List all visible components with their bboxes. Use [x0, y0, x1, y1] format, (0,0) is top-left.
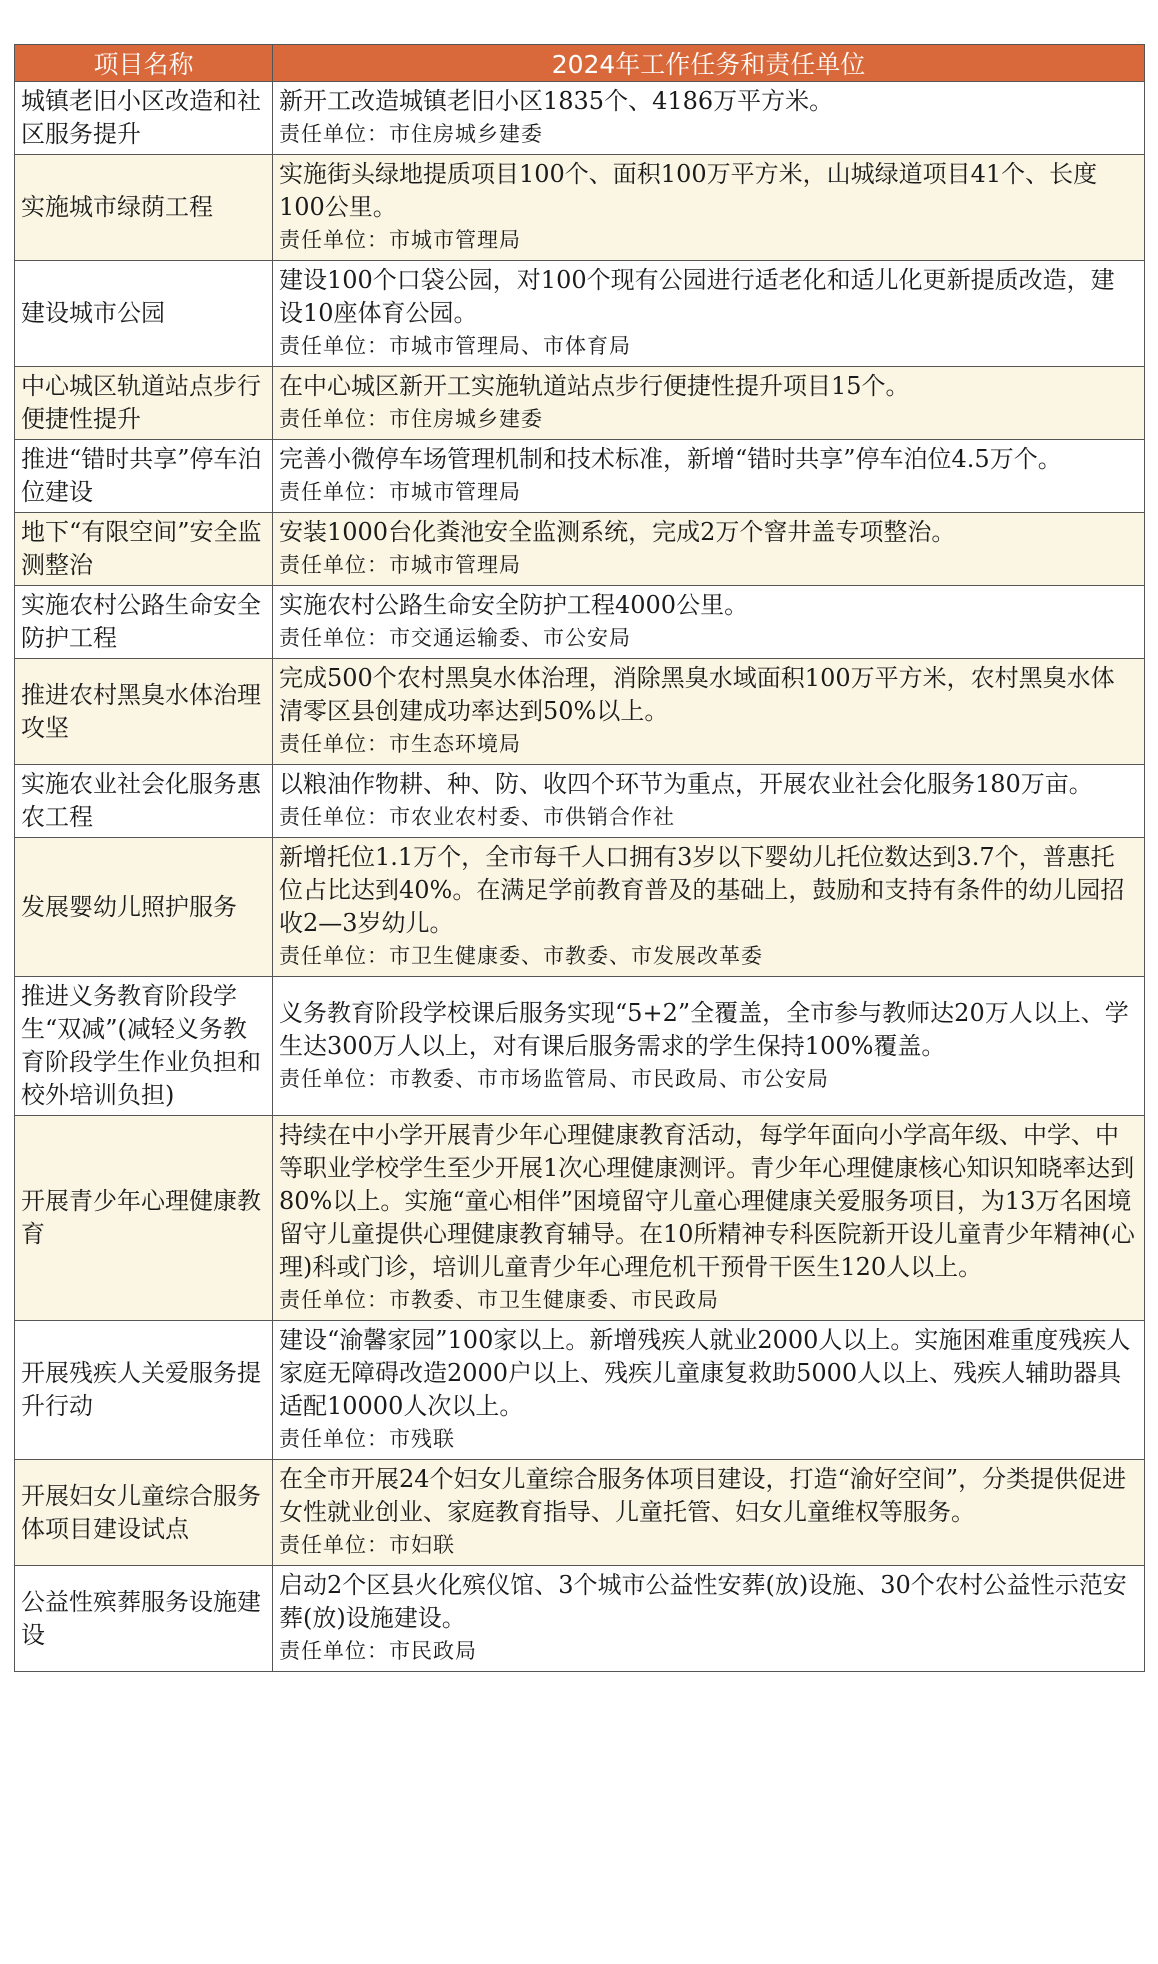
task-text: 持续在中小学开展青少年心理健康教育活动，每学年面向小学高年级、中学、中等职业学校学生至少开展1次心理健康测评。青少年心理健康核心知识知晓率达到80%以上。实施“童心相伴”困境留守儿童心理健康关爱服务项目，为13万名困境留守儿童提供心理健康教育辅导。在10所精神专科医院新开设儿童青少年精神(心理)科或门诊，培训儿童青少年心理危机干预骨干医生120人以上。: [279, 1121, 1135, 1281]
project-name-cell: 实施农村公路生命安全防护工程: [15, 586, 273, 659]
task-cell: [273, 1321, 1145, 1460]
task-cell: [273, 765, 1145, 838]
task-text: 建设100个口袋公园，对100个现有公园进行适老化和适儿化更新提质改造，建设10座体育公园。: [279, 266, 1115, 327]
table-row: [15, 1566, 1145, 1672]
project-name-cell: 发展婴幼儿照护服务: [15, 838, 273, 977]
header-task-and-unit: 2024年工作任务和责任单位: [273, 45, 1145, 82]
task-text: 启动2个区县火化殡仪馆、3个城市公益性安葬(放)设施、30个农村公益性示范安葬(放)设施建设。: [279, 1571, 1127, 1632]
task-cell: [273, 1116, 1145, 1321]
responsible-unit: 责任单位：市城市管理局、市体育局: [279, 334, 631, 358]
table-row: [15, 513, 1145, 586]
project-name-cell: 推进义务教育阶段学生“双减”(减轻义务教育阶段学生作业负担和校外培训负担): [15, 977, 273, 1116]
task-text: 在全市开展24个妇女儿童综合服务体项目建设，打造“渝好空间”，分类提供促进女性就业创业、家庭教育指导、儿童托管、妇女儿童维权等服务。: [279, 1465, 1127, 1526]
table-row: [15, 1116, 1145, 1321]
table-row: [15, 82, 1145, 155]
project-name-cell: 推进“错时共享”停车泊位建设: [15, 440, 273, 513]
responsible-unit: 责任单位：市生态环境局: [279, 732, 521, 756]
project-name-cell: 中心城区轨道站点步行便捷性提升: [15, 367, 273, 440]
task-text: 义务教育阶段学校课后服务实现“5+2”全覆盖，全市参与教师达20万人以上、学生达300万人以上，对有课后服务需求的学生保持100%覆盖。: [279, 998, 1129, 1060]
project-name-cell: 建设城市公园: [15, 261, 273, 367]
task-cell: [273, 261, 1145, 367]
task-cell: [273, 1566, 1145, 1672]
responsible-unit: 责任单位：市教委、市市场监管局、市民政局、市公安局: [279, 1066, 829, 1091]
task-table-container: [14, 44, 1144, 1672]
project-name-cell: 实施农业社会化服务惠农工程: [15, 765, 273, 838]
task-text: 安装1000台化粪池安全监测系统，完成2万个窨井盖专项整治。: [279, 518, 956, 546]
task-text: 实施农村公路生命安全防护工程4000公里。: [279, 591, 749, 619]
task-cell: [273, 440, 1145, 513]
table-row: [15, 838, 1145, 977]
table-row: [15, 440, 1145, 513]
responsible-unit: 责任单位：市民政局: [279, 1639, 477, 1663]
table-row: [15, 155, 1145, 261]
task-text: 实施街头绿地提质项目100个、面积100万平方米，山城绿道项目41个、长度100公里。: [279, 160, 1098, 221]
task-cell: [273, 82, 1145, 155]
task-table: [14, 44, 1145, 1672]
task-text: 新增托位1.1万个，全市每千人口拥有3岁以下婴幼儿托位数达到3.7个，普惠托位占比达到40%。在满足学前教育普及的基础上，鼓励和支持有条件的幼儿园招收2—3岁幼儿。: [279, 843, 1125, 937]
task-cell: [273, 367, 1145, 440]
task-cell: [273, 659, 1145, 765]
project-name-cell: 开展青少年心理健康教育: [15, 1116, 273, 1321]
project-name-cell: 公益性殡葬服务设施建设: [15, 1566, 273, 1672]
project-name-cell: 地下“有限空间”安全监测整治: [15, 513, 273, 586]
table-row: [15, 586, 1145, 659]
project-name-cell: 实施城市绿荫工程: [15, 155, 273, 261]
header-project-name: 项目名称: [15, 45, 273, 82]
task-cell: [273, 1460, 1145, 1566]
table-row: [15, 1321, 1145, 1460]
project-name-cell: 开展残疾人关爱服务提升行动: [15, 1321, 273, 1460]
task-cell: [273, 838, 1145, 977]
responsible-unit: 责任单位：市住房城乡建委: [279, 407, 543, 431]
task-cell: [273, 513, 1145, 586]
responsible-unit: 责任单位：市教委、市卫生健康委、市民政局: [279, 1288, 719, 1312]
task-text: 完善小微停车场管理机制和技术标准，新增“错时共享”停车泊位4.5万个。: [279, 445, 1062, 473]
task-text: 新开工改造城镇老旧小区1835个、4186万平方米。: [279, 87, 834, 115]
table-body: [15, 82, 1145, 1672]
task-text: 建设“渝馨家园”100家以上。新增残疾人就业2000人以上。实施困难重度残疾人家庭无障碍改造2000户以上、残疾儿童康复救助5000人以上、残疾人辅助器具适配10000人次以上。: [279, 1326, 1131, 1420]
responsible-unit: 责任单位：市妇联: [279, 1533, 455, 1557]
table-row: [15, 977, 1145, 1116]
task-cell: [273, 586, 1145, 659]
responsible-unit: 责任单位：市残联: [279, 1427, 455, 1451]
project-name-cell: 推进农村黑臭水体治理攻坚: [15, 659, 273, 765]
task-cell: [273, 155, 1145, 261]
table-header-row: [15, 45, 1145, 82]
responsible-unit: 责任单位：市交通运输委、市公安局: [279, 626, 631, 650]
table-row: [15, 261, 1145, 367]
table-row: [15, 367, 1145, 440]
responsible-unit: 责任单位：市城市管理局: [279, 553, 521, 577]
responsible-unit: 责任单位：市卫生健康委、市教委、市发展改革委: [279, 944, 763, 968]
table-row: [15, 765, 1145, 838]
task-text: 以粮油作物耕、种、防、收四个环节为重点，开展农业社会化服务180万亩。: [279, 770, 1093, 798]
responsible-unit: 责任单位：市住房城乡建委: [279, 122, 543, 146]
task-text: 在中心城区新开工实施轨道站点步行便捷性提升项目15个。: [279, 372, 910, 400]
responsible-unit: 责任单位：市农业农村委、市供销合作社: [279, 805, 675, 829]
table-row: [15, 1460, 1145, 1566]
responsible-unit: 责任单位：市城市管理局: [279, 228, 521, 252]
project-name-cell: 开展妇女儿童综合服务体项目建设试点: [15, 1460, 273, 1566]
table-row: [15, 659, 1145, 765]
task-text: 完成500个农村黑臭水体治理，消除黑臭水域面积100万平方米，农村黑臭水体清零区县创建成功率达到50%以上。: [279, 664, 1115, 725]
project-name-cell: 城镇老旧小区改造和社区服务提升: [15, 82, 273, 155]
responsible-unit: 责任单位：市城市管理局: [279, 480, 521, 504]
task-cell: [273, 977, 1145, 1116]
